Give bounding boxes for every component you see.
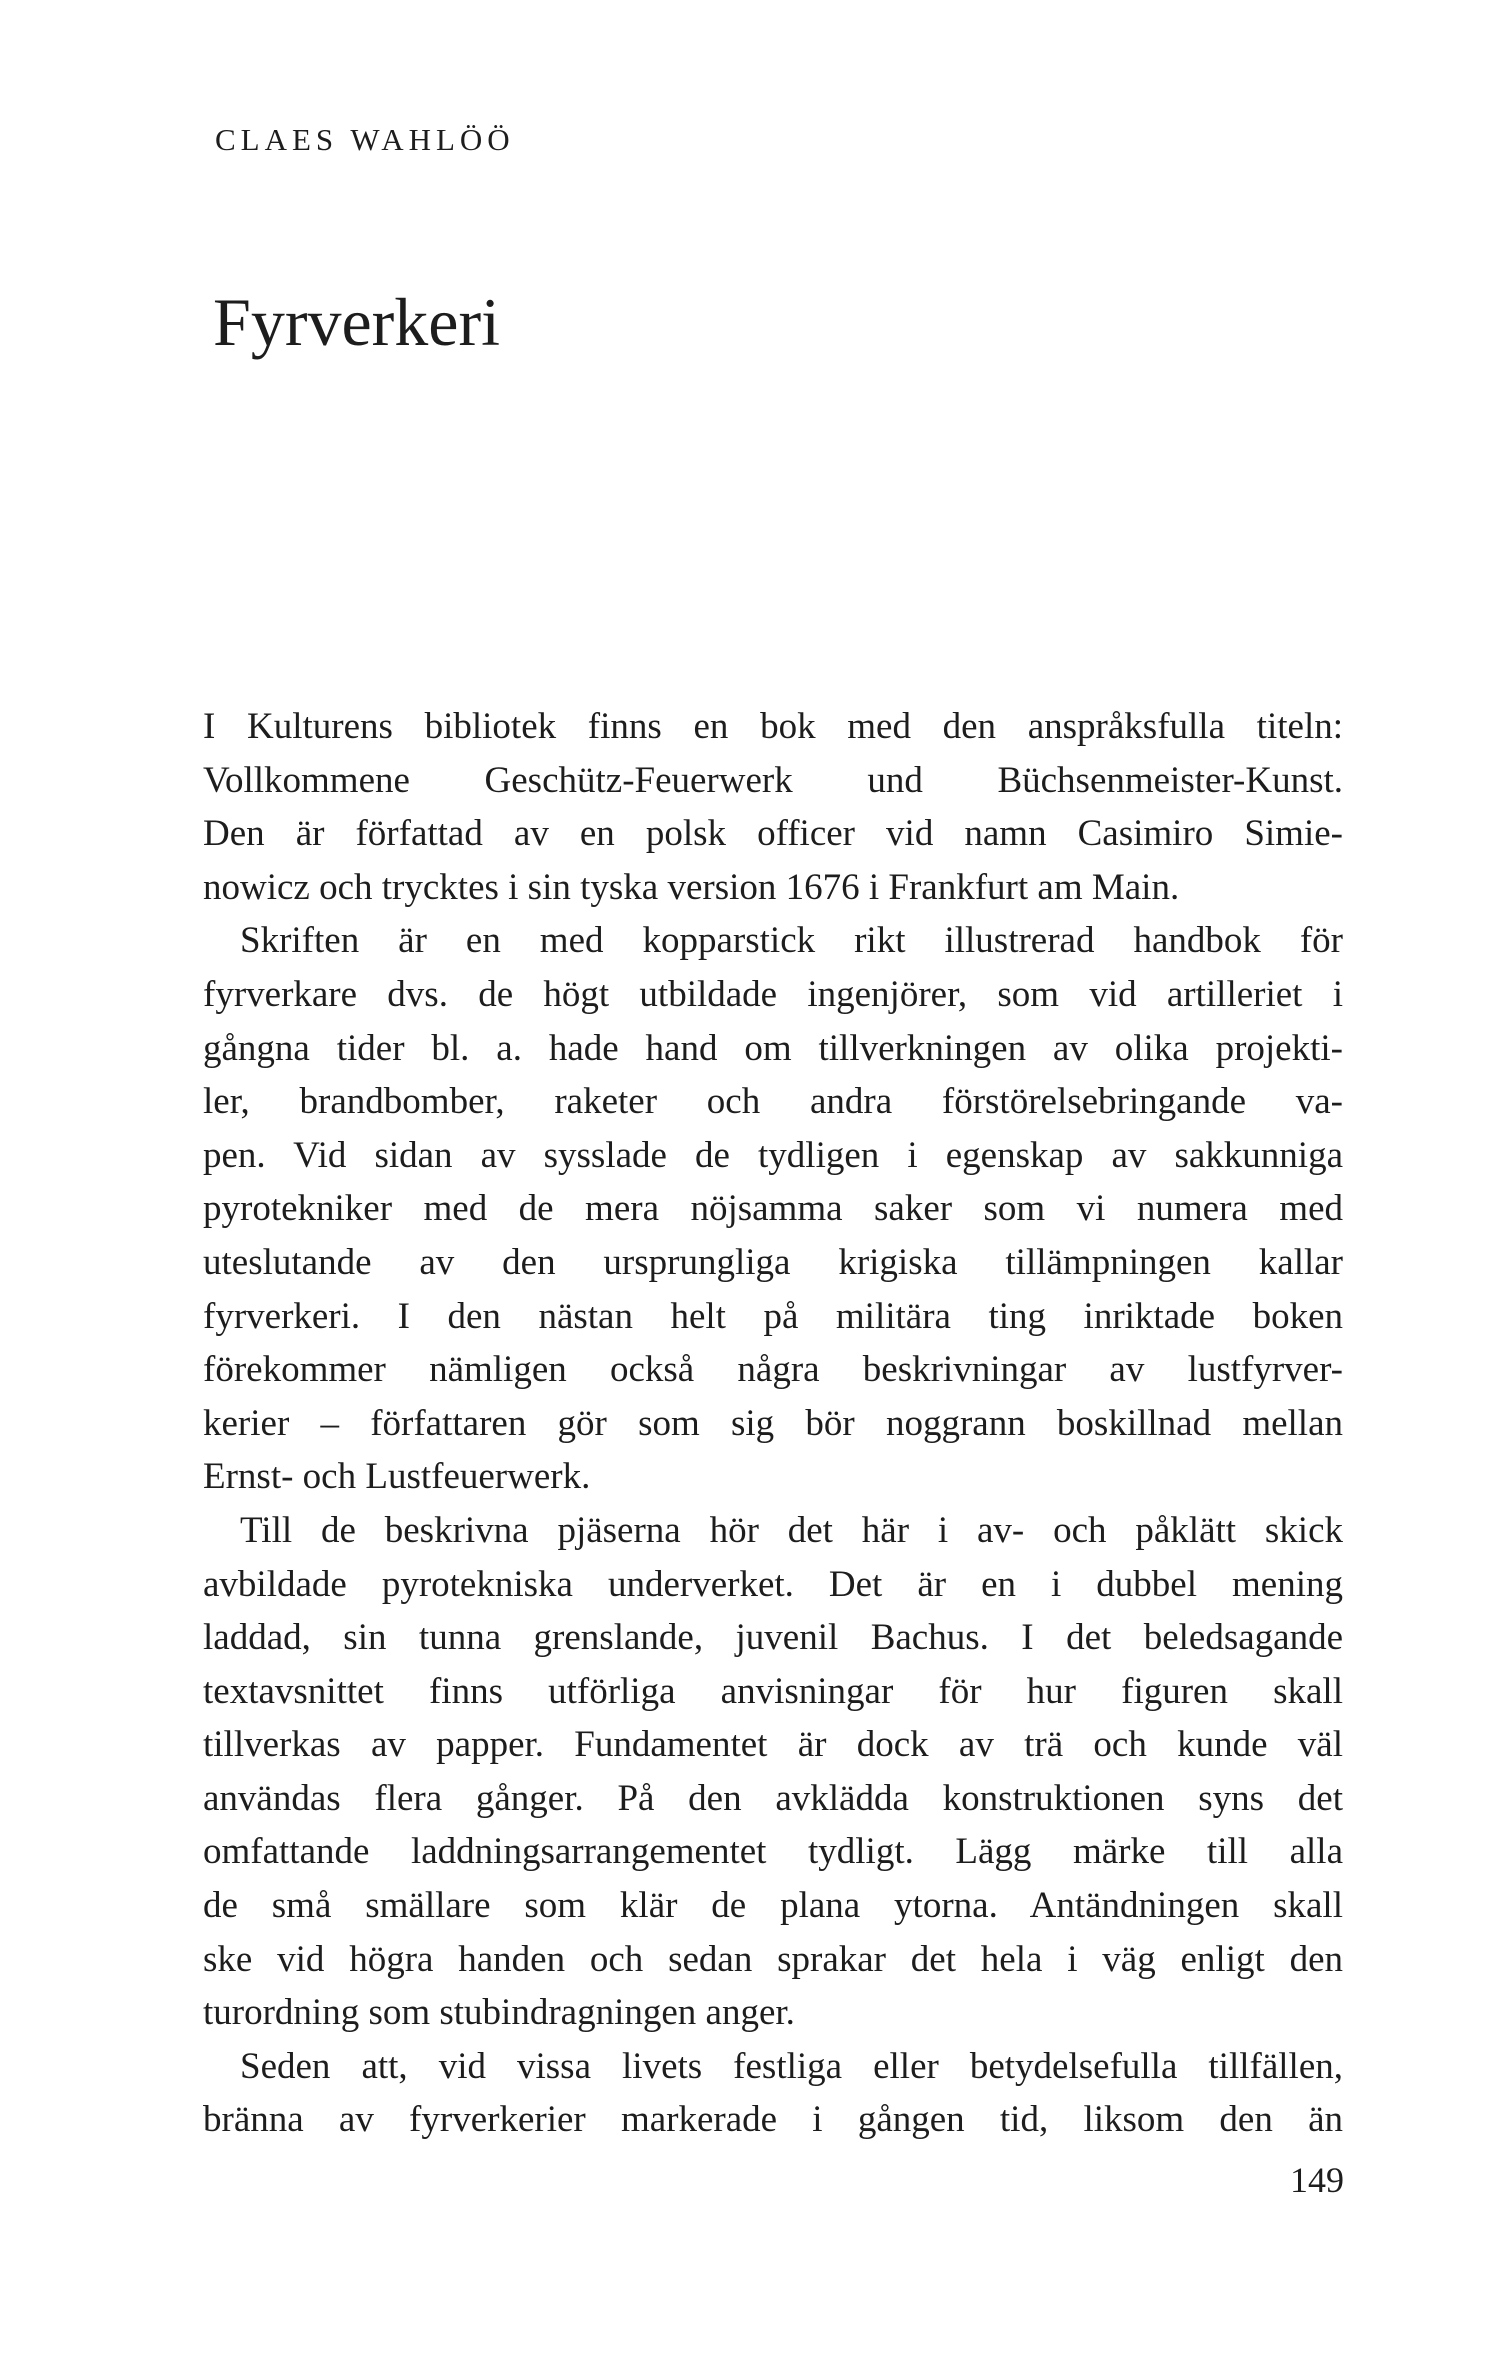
text-line: I Kulturens bibliotek finns en bok med den anspråksfulla titeln: [203,706,1343,747]
text-line: tillverkas av papper. Fundamentet är dock av trä och kunde väl [203,1724,1343,1766]
chapter-title: Fyrverkeri [213,284,501,360]
text-line: Till de beskrivna pjäserna hör det här i av- och påklätt skick [240,1509,1343,1551]
text-line: ler, brandbomber, raketer och andra förstörelsebringande va- [203,1081,1343,1123]
text-line: de små smällare som klär de plana ytorna. Antändningen skall [203,1885,1343,1927]
text-line: pyrotekniker med de mera nöjsamma saker som vi numera med [203,1188,1343,1230]
text-line: kerier – författaren gör som sig bör noggrann boskillnad mellan [203,1402,1343,1444]
text-line: Skriften är en med kopparstick rikt illustrerad handbok för [240,920,1343,962]
text-line: textavsnittet finns utförliga anvisningar för hur figuren skall [203,1670,1343,1712]
text-line: uteslutande av den ursprungliga krigiska tillämpningen kallar [203,1241,1343,1283]
text-line: Ernst- och Lustfeuerwerk. [203,1456,591,1498]
text-line: användas flera gånger. På den avklädda konstruktionen syns det [203,1777,1343,1819]
text-line: nowicz och trycktes i sin tyska version 1676 i Frankfurt am Main. [203,866,1180,908]
text-line: Seden att, vid vissa livets festliga eller betydelsefulla tillfällen, [240,2045,1343,2087]
text-line: avbildade pyrotekniska underverket. Det är en i dubbel mening [203,1563,1343,1605]
text-line: gångna tider bl. a. hade hand om tillverkningen av olika projekti- [203,1027,1343,1069]
running-header-author: CLAES WAHLÖÖ [215,122,515,157]
text-line: fyrverkeri. I den nästan helt på militära ting inriktade boken [203,1295,1343,1337]
text-line: laddad, sin tunna grenslande, juvenil Bachus. I det beledsagande [203,1617,1343,1659]
page-number: 149 [1290,2160,1344,2200]
text-line: Vollkommene Geschütz-Feuerwerk und Büchsenmeister-Kunst. [203,759,1343,801]
text-line: pen. Vid sidan av sysslade de tydligen i egenskap av sakkunniga [203,1134,1343,1176]
body-text [203,700,1343,2147]
text-line: förekommer nämligen också några beskrivningar av lustfyrver- [203,1349,1343,1391]
text-line: omfattande laddningsarrangementet tydligt. Lägg märke till alla [203,1831,1343,1873]
text-line: ske vid högra handen och sedan sprakar det hela i väg enligt den [203,1938,1343,1980]
text-line: bränna av fyrverkerier markerade i gången tid, liksom den än [203,2099,1343,2141]
text-line: fyrverkare dvs. de högt utbildade ingenjörer, som vid artilleriet i [203,973,1343,1015]
text-line: Den är författad av en polsk officer vid namn Casimiro Simie- [203,813,1343,855]
text-line: turordning som stubindragningen anger. [203,1992,795,2034]
